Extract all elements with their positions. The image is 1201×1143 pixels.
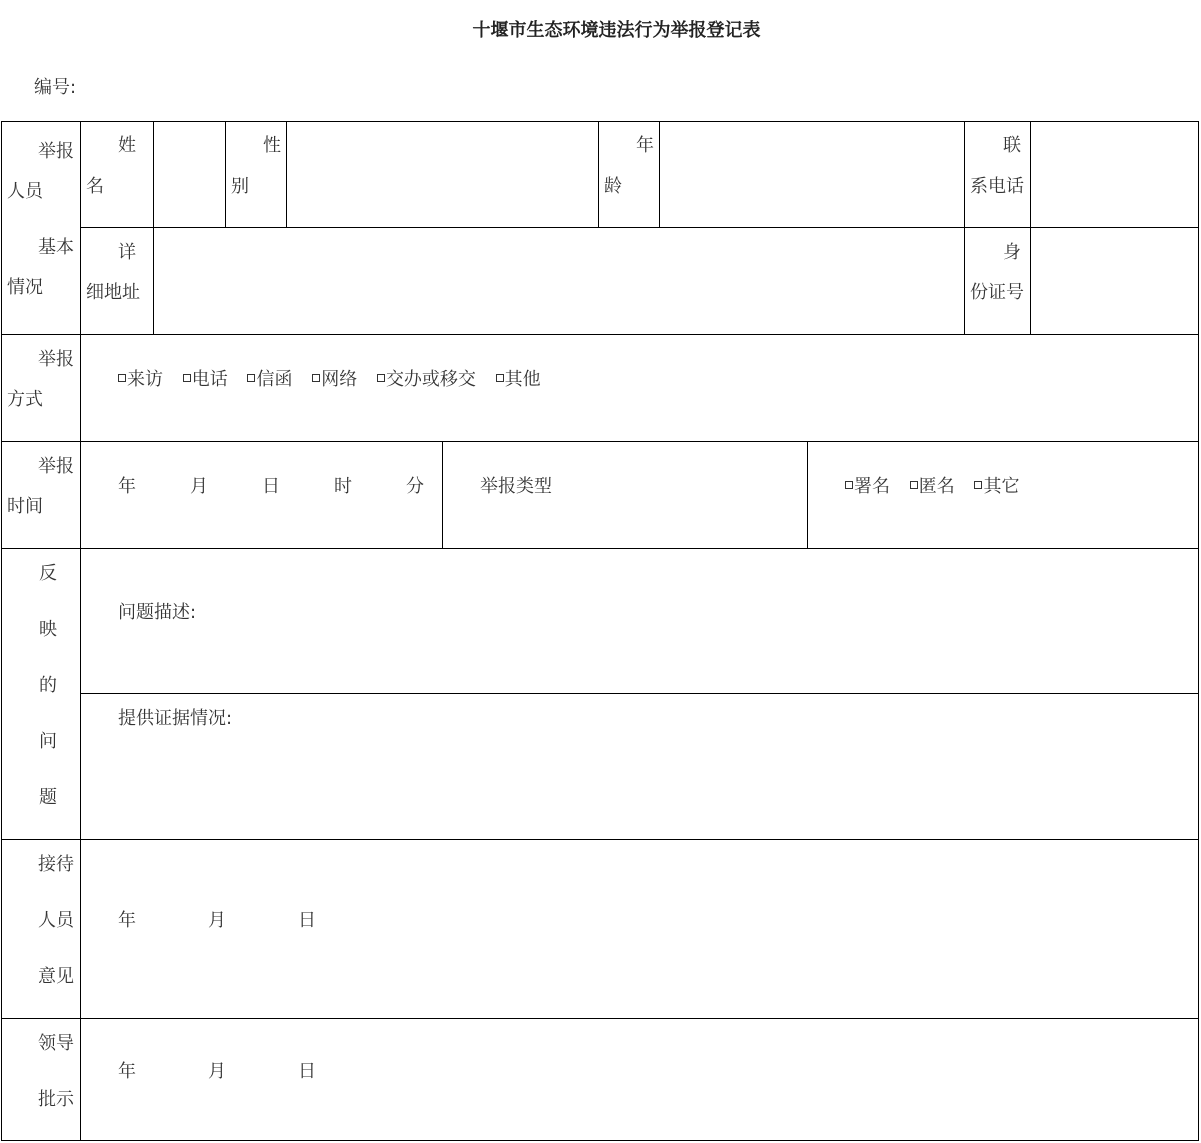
reception-label-3: 意见	[38, 966, 74, 987]
reception-date-year: 年	[118, 910, 136, 931]
phone-label-1: 联	[1003, 135, 1021, 156]
method-option-transfer[interactable]: 交办或移交	[377, 369, 476, 390]
reception-label-2: 人员	[38, 910, 74, 931]
type-option-other[interactable]: 其它	[974, 476, 1019, 497]
method-option-phone[interactable]: 电话	[183, 369, 228, 390]
age-label-1: 年	[636, 135, 654, 156]
leader-date-day: 日	[298, 1061, 316, 1082]
report-type-label: 举报类型	[480, 476, 552, 497]
time-label-1: 举报	[38, 456, 74, 477]
method-options	[118, 371, 555, 389]
time-unit-minute: 分	[406, 476, 424, 497]
issue-label-char-1: 反	[39, 563, 57, 584]
leader-date-year: 年	[118, 1061, 136, 1082]
method-option-network[interactable]: 网络	[312, 369, 357, 390]
reporter-section-label-3: 基本	[38, 237, 74, 258]
type-option-named[interactable]: 署名	[845, 476, 890, 497]
checkbox-icon[interactable]	[312, 374, 320, 382]
method-label-1: 举报	[38, 349, 74, 370]
time-unit-day: 日	[262, 476, 280, 497]
issue-label-char-3: 的	[39, 675, 57, 696]
reception-date-month: 月	[208, 910, 226, 931]
report-type-options	[845, 478, 1033, 496]
checkbox-icon[interactable]	[247, 374, 255, 382]
reporter-section-label-2: 人员	[7, 181, 43, 202]
reception-date-day: 日	[298, 910, 316, 931]
issue-label-char-2: 映	[39, 619, 57, 640]
checkbox-icon[interactable]	[183, 374, 191, 382]
checkbox-icon[interactable]	[496, 374, 504, 382]
issue-label-char-5: 题	[39, 787, 57, 808]
method-option-other[interactable]: 其他	[496, 369, 541, 390]
leader-label-2: 批示	[38, 1089, 74, 1110]
method-label-2: 方式	[7, 389, 43, 410]
method-option-visit[interactable]: 来访	[118, 369, 163, 390]
page-title: 十堰市生态环境违法行为举报登记表	[472, 20, 761, 41]
type-option-anonymous[interactable]: 匿名	[910, 476, 955, 497]
leader-label-1: 领导	[38, 1033, 74, 1054]
time-unit-hour: 时	[334, 476, 352, 497]
checkbox-icon[interactable]	[910, 481, 918, 489]
name-label-2: 名	[86, 176, 104, 197]
leader-date-month: 月	[208, 1061, 226, 1082]
checkbox-icon[interactable]	[118, 374, 126, 382]
issue-label-char-4: 问	[39, 731, 57, 752]
evidence-label: 提供证据情况:	[118, 708, 233, 729]
reporter-section-label-4: 情况	[7, 277, 43, 298]
address-label-1: 详	[118, 242, 136, 263]
address-label-2: 细地址	[86, 282, 140, 303]
method-option-letter[interactable]: 信函	[247, 369, 292, 390]
checkbox-icon[interactable]	[377, 374, 385, 382]
reporter-section-label-1: 举报	[38, 141, 74, 162]
id-number-label-1: 身	[1003, 242, 1021, 263]
reception-label-1: 接待	[38, 854, 74, 875]
issue-description-label: 问题描述:	[118, 602, 197, 623]
time-unit-month: 月	[190, 476, 208, 497]
age-label-2: 龄	[604, 176, 622, 197]
gender-label-2: 别	[231, 176, 249, 197]
name-label-1: 姓	[118, 135, 136, 156]
gender-label-1: 性	[263, 135, 281, 156]
checkbox-icon[interactable]	[845, 481, 853, 489]
time-unit-year: 年	[118, 476, 136, 497]
serial-number-label: 编号:	[34, 77, 77, 98]
phone-label-2: 系电话	[970, 176, 1024, 197]
time-label-2: 时间	[7, 496, 43, 517]
checkbox-icon[interactable]	[974, 481, 982, 489]
id-number-label-2: 份证号	[970, 282, 1024, 303]
